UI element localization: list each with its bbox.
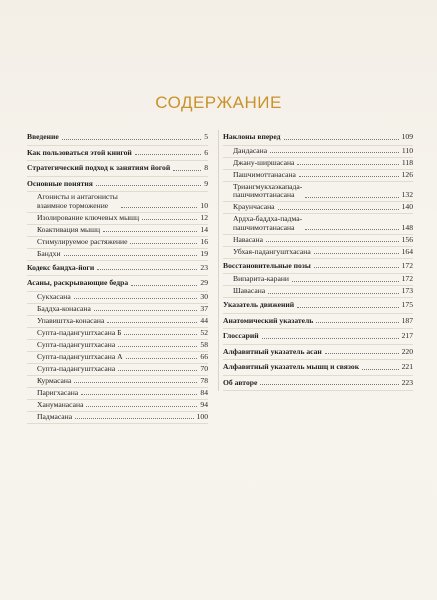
toc-subsection-entry	[27, 388, 208, 400]
toc-section-entry	[223, 360, 413, 376]
toc-page-number: 132	[401, 190, 413, 199]
dot-leader	[173, 169, 201, 171]
toc-subsection-entry	[223, 158, 413, 170]
toc-entry-label: Бандхи	[37, 248, 61, 258]
dot-leader	[103, 230, 197, 232]
toc-subsection-entry	[27, 412, 208, 424]
toc-subsection-entry	[27, 213, 208, 225]
toc-subsection-entry	[223, 286, 413, 298]
toc-page-number: 156	[401, 234, 413, 244]
toc-section-entry	[27, 130, 208, 146]
toc-subsection-entry	[27, 340, 208, 352]
dot-leader	[74, 297, 198, 299]
toc-page-number: 44	[200, 315, 208, 325]
toc-left-column	[27, 130, 208, 424]
dot-leader	[299, 175, 399, 177]
toc-page-number: 19	[200, 248, 208, 258]
toc-section-entry	[27, 161, 208, 177]
toc-subsection-entry	[27, 192, 208, 213]
toc-section-entry	[27, 276, 208, 292]
toc-section-entry	[27, 177, 208, 193]
dot-leader	[270, 151, 399, 153]
dot-leader	[278, 208, 399, 210]
toc-entry-label: Баддха-конасана	[37, 303, 91, 313]
toc-entry-label: Указатель движений	[223, 300, 295, 309]
toc-page-number: 126	[401, 169, 413, 179]
toc-page-number: 52	[200, 327, 208, 337]
dot-leader	[297, 306, 398, 308]
dot-leader	[305, 228, 398, 230]
dot-leader	[362, 368, 399, 370]
toc-entry-label: Об авторе	[223, 377, 258, 387]
dot-leader	[96, 184, 201, 186]
toc-entry-label: Изолирование ключевых мышц	[37, 212, 140, 222]
dot-leader	[130, 242, 197, 244]
dot-leader	[316, 321, 398, 323]
toc-subsection-entry	[27, 249, 208, 261]
toc-entry-label: Стимулируемое растяжение	[37, 236, 128, 246]
toc-entry-label: Анатомический указатель	[223, 315, 314, 325]
toc-entry-label: Глоссарий	[223, 331, 259, 340]
toc-section-entry	[223, 259, 413, 275]
toc-section-entry	[223, 376, 413, 392]
toc-entry-label: Сукхасана	[37, 291, 71, 301]
toc-page-number: 16	[200, 236, 208, 246]
dot-leader	[74, 381, 197, 383]
toc-section-entry	[223, 130, 413, 146]
toc-subsection-entry	[223, 182, 413, 203]
toc-subsection-entry	[27, 304, 208, 316]
dot-leader	[266, 240, 399, 242]
toc-page-number: 109	[401, 132, 413, 141]
toc-subsection-entry	[27, 364, 208, 376]
toc-page-number: 37	[200, 303, 208, 313]
dot-leader	[131, 284, 197, 286]
toc-page-number: 8	[204, 163, 208, 172]
dot-leader	[62, 138, 201, 140]
toc-entry-label: Упавиштха-конасана	[37, 315, 105, 325]
toc-entry-label: Алфавитный указатель асан	[223, 346, 322, 356]
toc-subsection-entry	[27, 225, 208, 237]
toc-entry-label: Асаны, раскрывающие бедра	[27, 278, 129, 287]
toc-page-number: 29	[200, 278, 208, 287]
toc-entry-label: Кодекс бандха-йоги	[27, 262, 95, 272]
dot-leader	[107, 321, 197, 323]
toc-subsection-entry	[223, 146, 413, 158]
toc-subsection-entry	[27, 328, 208, 340]
toc-subsection-entry	[27, 316, 208, 328]
dot-leader	[268, 292, 398, 294]
toc-subsection-entry	[223, 214, 413, 235]
toc-page-number: 223	[401, 377, 413, 387]
toc-entry-label: Навасана	[233, 234, 263, 244]
dot-leader	[126, 357, 198, 359]
toc-entry-label: Джану-ширшасана	[233, 157, 295, 167]
toc-subsection-entry	[223, 247, 413, 259]
toc-entry-label: Введение	[27, 132, 59, 141]
toc-page-number: 110	[401, 145, 413, 155]
toc-page-number: 14	[200, 224, 208, 234]
toc-subsection-entry	[223, 202, 413, 214]
toc-page-number: 118	[401, 157, 413, 167]
toc-section-entry	[27, 146, 208, 162]
toc-entry-label: Основные понятия	[27, 178, 93, 188]
toc-page-number: 220	[401, 346, 413, 356]
toc-page-number: 6	[204, 147, 208, 157]
toc-section-entry	[223, 314, 413, 330]
toc-entry-label: Супта-падангуштхасана	[37, 363, 116, 373]
dot-leader	[142, 218, 197, 220]
toc-entry-label: Супта-падангуштхасана Б	[37, 327, 122, 337]
toc-page-number: 30	[200, 291, 208, 301]
toc-page-number: 175	[401, 300, 413, 309]
toc-page-number: 66	[200, 351, 208, 361]
dot-leader	[121, 206, 198, 208]
toc-page-number: 10	[200, 200, 208, 210]
dot-leader	[135, 153, 201, 155]
toc-entry-label: Как пользоваться этой книгой	[27, 147, 132, 157]
toc-page-number: 173	[401, 286, 413, 295]
dot-leader	[262, 337, 399, 339]
toc-section-entry	[223, 345, 413, 361]
dot-leader	[118, 345, 197, 347]
toc-page-number: 84	[200, 387, 208, 397]
toc-page-number: 221	[401, 362, 413, 371]
toc-entry-label: Випарита-карани	[233, 274, 289, 283]
toc-subsection-entry	[27, 237, 208, 249]
toc-subsection-entry	[223, 274, 413, 286]
toc-entry-label: Хануманасана	[37, 399, 84, 409]
dot-leader	[75, 417, 193, 419]
toc-entry-label: Дандасана	[233, 145, 268, 155]
dot-leader	[314, 266, 399, 268]
toc-subsection-entry	[223, 235, 413, 247]
toc-subsection-entry	[223, 170, 413, 182]
dot-leader	[260, 383, 398, 385]
toc-entry-label: Убхая-падангуштхасана	[233, 246, 311, 256]
toc-right-column	[218, 130, 413, 391]
dot-leader	[284, 138, 399, 140]
toc-subsection-entry	[27, 376, 208, 388]
dot-leader	[94, 309, 198, 311]
toc-entry-label: Шавасана	[233, 286, 266, 295]
toc-page-number: 9	[204, 178, 208, 188]
toc-page-number: 217	[401, 331, 413, 340]
toc-page-number: 58	[200, 339, 208, 349]
page-title: СОДЕРЖАНИЕ	[155, 93, 282, 112]
toc-page-number: 12	[200, 212, 208, 222]
toc-page-number: 164	[401, 246, 413, 256]
dot-leader	[297, 163, 399, 165]
toc-subsection-entry	[27, 292, 208, 304]
dot-leader	[118, 369, 197, 371]
dot-leader	[305, 196, 398, 198]
toc-section-entry	[223, 329, 413, 345]
toc-entry-label: Наклоны вперед	[223, 132, 281, 141]
toc-entry-label: Крaунчасана	[233, 202, 275, 211]
toc-entry-label: Триангмукхаэкапада- пашчимоттанасана	[233, 181, 303, 199]
toc-entry-label: Супта-падангуштхасана	[37, 339, 116, 349]
toc-subsection-entry	[27, 400, 208, 412]
toc-entry-label: Агонисты и антагонисты взаимное торможение	[37, 192, 118, 210]
toc-page-number: 140	[401, 202, 413, 211]
toc-entry-label: Пашчимоттанасана	[233, 169, 296, 179]
toc-entry-label: Супта-падангуштхасана А	[37, 351, 123, 361]
toc-entry-label: Падмасана	[37, 411, 73, 421]
dot-leader	[97, 268, 197, 270]
toc-entry-label: Коактивация мышц	[37, 224, 101, 234]
toc-page-number: 78	[200, 375, 208, 385]
dot-leader	[81, 393, 197, 395]
toc-page-number: 100	[196, 411, 208, 421]
toc-page-number: 23	[200, 262, 208, 272]
toc-entry-label: Курмасана	[37, 375, 72, 385]
dot-leader	[292, 280, 399, 282]
toc-entry-label: Паригхасана	[37, 387, 79, 397]
toc-page-number: 94	[200, 399, 208, 409]
toc-subsection-entry	[27, 352, 208, 364]
dot-leader	[314, 252, 399, 254]
toc-page-number: 70	[200, 363, 208, 373]
dot-leader	[64, 254, 198, 256]
dot-leader	[325, 352, 399, 354]
toc-page-number: 172	[401, 274, 413, 283]
toc-entry-label: Алфавитный указатель мышц и связок	[223, 362, 360, 371]
toc-page-number: 172	[401, 260, 413, 270]
toc-section-entry	[223, 298, 413, 314]
toc-entry-label: Ардха-баддха-падма- пашчимоттанасана	[233, 214, 303, 232]
toc-page-number: 148	[401, 222, 413, 232]
toc-page-number: 187	[401, 315, 413, 325]
toc-entry-label: Стратегический подход к занятиям йогой	[27, 163, 171, 172]
dot-leader	[86, 405, 197, 407]
toc-entry-label: Восстановительные позы	[223, 260, 311, 270]
dot-leader	[124, 333, 197, 335]
toc-page-number: 5	[204, 132, 208, 141]
toc-section-entry	[27, 261, 208, 277]
